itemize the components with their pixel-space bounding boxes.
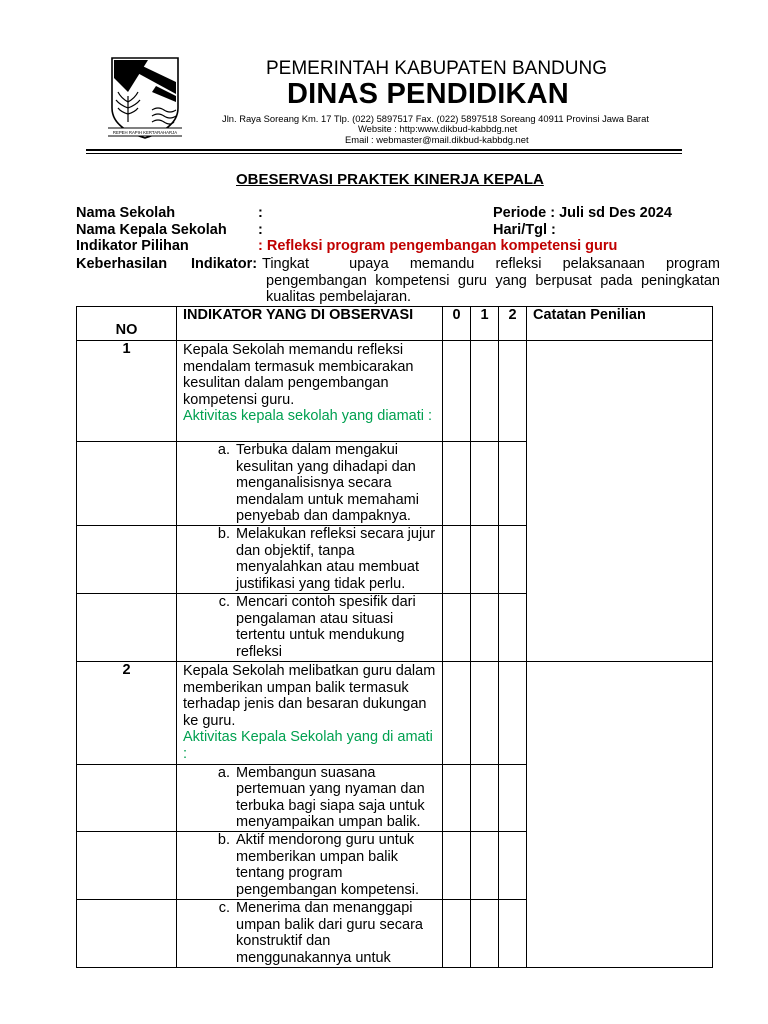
list-item [177, 594, 436, 660]
row-number [77, 594, 177, 662]
regency-emblem-icon [108, 56, 182, 140]
website-line: Website : http:www.dikbud-kabbdg.net [358, 123, 518, 134]
score-2-cell[interactable] [499, 662, 527, 765]
period-field: Periode : Juli sd Des 2024 [493, 205, 672, 221]
list-item [177, 765, 436, 831]
indicator-cell [177, 831, 443, 899]
score-1-cell[interactable] [471, 662, 499, 765]
score-1-cell[interactable] [471, 442, 499, 526]
indicator-cell [177, 442, 443, 526]
row-number: 2 [77, 662, 177, 765]
row-number [77, 899, 177, 967]
success-criteria [262, 256, 720, 306]
criteria-first-word: Tingkat [262, 256, 310, 272]
score-2-cell[interactable] [499, 831, 527, 899]
score-2-cell[interactable] [499, 764, 527, 831]
table-row [77, 341, 713, 442]
item-label: a. [217, 764, 230, 781]
list-item [177, 442, 436, 525]
indicator-label: Indikator Pilihan [76, 238, 189, 254]
letterhead-divider [86, 149, 682, 151]
score-2-cell[interactable] [499, 594, 527, 662]
list-item [177, 832, 436, 898]
indicator-cell [177, 899, 443, 967]
header-score-0: 0 [443, 307, 471, 341]
score-0-cell[interactable] [443, 442, 471, 526]
item-label: c. [218, 899, 230, 916]
success-label: Keberhasilan [76, 256, 168, 272]
row-number [77, 442, 177, 526]
criteria-text: upaya memandu refleksi pelaksanaan program pengembangan kompetensi guru yang berpusat pada peningkatan kualitas pembelajaran. [266, 256, 720, 306]
score-1-cell[interactable] [471, 899, 499, 967]
department-name: DINAS PENDIDIKAN [287, 78, 569, 110]
indicator-text: Kepala Sekolah memandu refleksi mendalam termasuk membicarakan kesulitan dalam pengembangan kompetensi guru. [183, 342, 414, 408]
header-no: NO [77, 307, 177, 341]
principal-label: Nama Kepala Sekolah [76, 222, 227, 238]
score-1-cell[interactable] [471, 341, 499, 442]
header-score-2: 2 [499, 307, 527, 341]
item-text: Mencari contoh spesifik dari pengalaman atau situasi tertentu untuk mendukung refleksi [236, 594, 416, 660]
item-text: Aktif mendorong guru untuk memberikan umpan balik tentang program pengembangan kompetensi. [236, 831, 419, 898]
score-1-cell[interactable] [471, 764, 499, 831]
score-0-cell[interactable] [443, 662, 471, 765]
notes-cell[interactable] [527, 662, 713, 968]
header-indicator: INDIKATOR YANG DI OBSERVASI [177, 307, 443, 341]
item-label: a. [217, 442, 230, 458]
score-2-cell[interactable] [499, 442, 527, 526]
notes-cell[interactable] [527, 341, 713, 662]
activity-heading: Aktivitas Kepala Sekolah yang di amati : [183, 729, 433, 762]
indicator-word: Indikator: [191, 256, 258, 272]
item-text: Menerima dan menanggapi umpan balik dari guru secara konstruktif dan menggunakannya untuk [236, 899, 423, 966]
header-score-1: 1 [471, 307, 499, 341]
score-2-cell[interactable] [499, 526, 527, 594]
item-text: Melakukan refleksi secara jujur dan objektif, tanpa menyalahkan atau membuat justifikasi yang tidak perlu. [236, 526, 436, 592]
school-label: Nama Sekolah [76, 205, 176, 221]
indicator-cell [177, 594, 443, 662]
letterhead-divider-thin [86, 153, 682, 154]
principal-colon: : [258, 222, 263, 238]
indicator-value: : Refleksi program pengembangan kompetensi guru [258, 238, 618, 254]
header-notes: Catatan Penilian [527, 307, 713, 341]
score-0-cell[interactable] [443, 764, 471, 831]
indicator-cell [177, 764, 443, 831]
item-label: c. [218, 594, 230, 610]
activity-heading: Aktivitas kepala sekolah yang diamati : [183, 408, 433, 425]
item-text: Membangun suasana pertemuan yang nyaman dan terbuka bagi siapa saja untuk menyampaikan umpan balik. [236, 764, 425, 831]
score-0-cell[interactable] [443, 526, 471, 594]
emblem-motto: REPEH RAPIH KERTARAHARJA [112, 130, 178, 136]
score-0-cell[interactable] [443, 831, 471, 899]
indicator-cell [177, 662, 443, 765]
document-title: OBESERVASI PRAKTEK KINERJA KEPALA [236, 171, 544, 188]
list-item [177, 900, 436, 966]
row-number: 1 [77, 341, 177, 442]
list-item [177, 526, 436, 592]
email-line: Email : webmaster@mail.dikbud-kabbdg.net [345, 134, 529, 145]
score-0-cell[interactable] [443, 341, 471, 442]
row-number [77, 831, 177, 899]
score-1-cell[interactable] [471, 831, 499, 899]
score-2-cell[interactable] [499, 899, 527, 967]
score-0-cell[interactable] [443, 899, 471, 967]
indicator-cell [177, 341, 443, 442]
score-1-cell[interactable] [471, 526, 499, 594]
address-line: Jln. Raya Soreang Km. 17 Tlp. (022) 5897517 Fax. (022) 5897518 Soreang 40911 Provinsi Jawa Barat [222, 113, 649, 124]
item-label: b. [217, 526, 230, 542]
school-colon: : [258, 205, 263, 221]
indicator-text: Kepala Sekolah melibatkan guru dalam memberikan umpan balik termasuk terhadap jenis dan besaran dukungan ke guru. [183, 663, 436, 729]
table-row [77, 662, 713, 765]
score-1-cell[interactable] [471, 594, 499, 662]
row-number [77, 764, 177, 831]
table-header-row [77, 307, 713, 341]
date-field: Hari/Tgl : [493, 222, 556, 238]
item-text: Terbuka dalam mengakui kesulitan yang dihadapi dan menganalisisnya secara mendalam untuk memahami penyebab dan dampaknya. [236, 442, 419, 525]
row-number [77, 526, 177, 594]
score-2-cell[interactable] [499, 341, 527, 442]
observation-table [76, 306, 713, 968]
government-name: PEMERINTAH KABUPATEN BANDUNG [266, 58, 607, 79]
score-0-cell[interactable] [443, 594, 471, 662]
indicator-cell [177, 526, 443, 594]
item-label: b. [217, 831, 230, 848]
